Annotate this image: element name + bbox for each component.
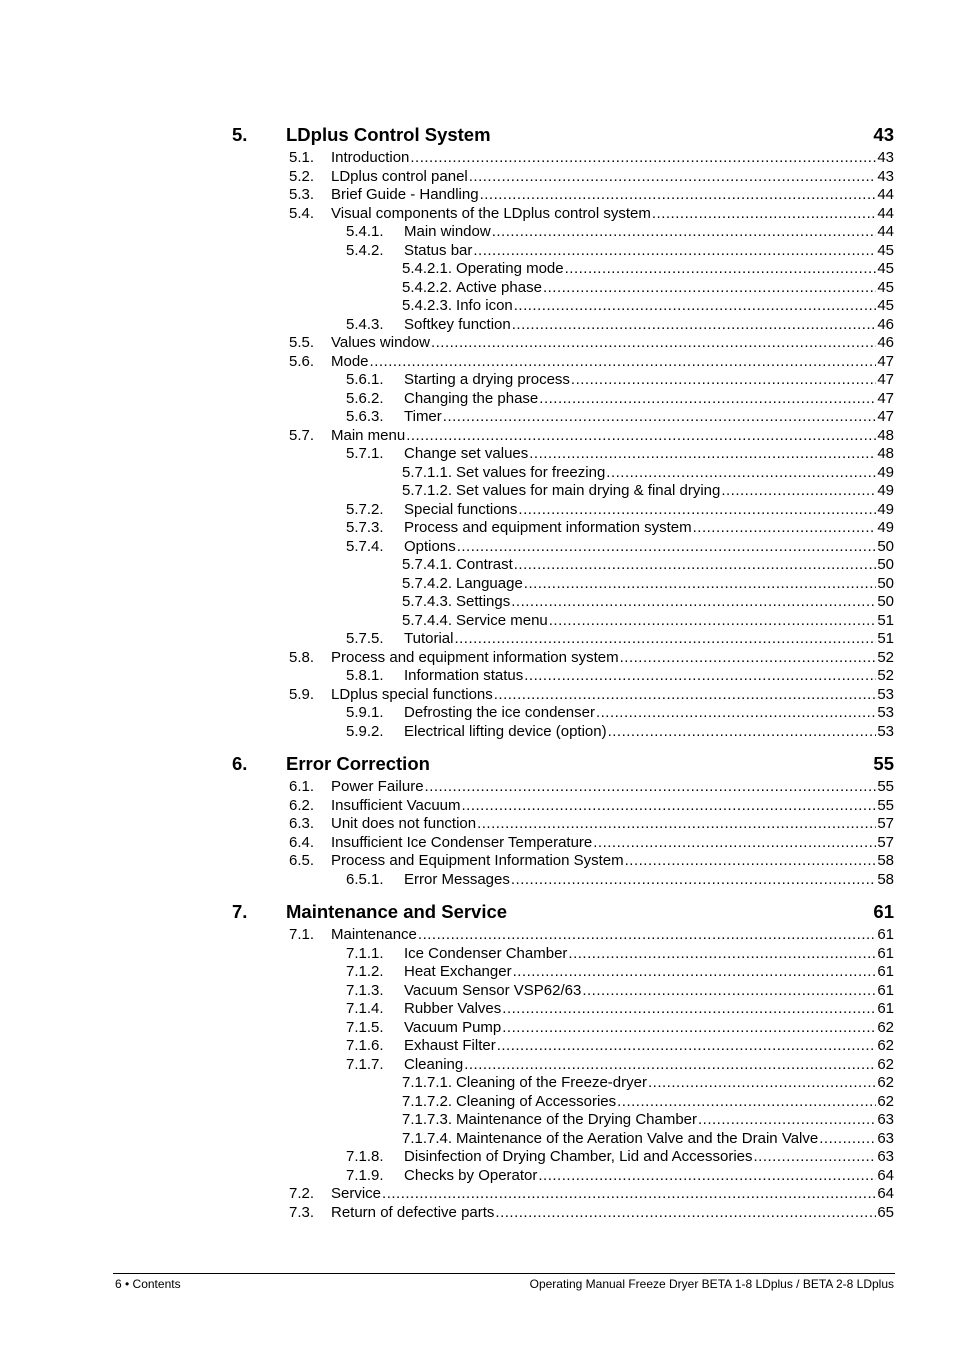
- entry-page-number: 61: [877, 963, 894, 980]
- entry-number: 7.1.9.: [346, 1166, 384, 1184]
- toc-entry[interactable]: [232, 501, 894, 520]
- entry-number: 7.1.7.3.: [402, 1111, 453, 1128]
- entry-title: Status bar: [404, 241, 473, 259]
- chapter-number: 5.: [232, 124, 248, 145]
- entry-page-number: 45: [877, 260, 894, 277]
- toc-entry[interactable]: [232, 797, 894, 816]
- entry-title: Exhaust Filter: [404, 1037, 496, 1054]
- entry-number: 5.8.1.: [346, 667, 384, 684]
- entry-number: 6.1.: [289, 778, 315, 795]
- entry-title: Insufficient Vacuum: [331, 796, 461, 814]
- entry-number: 5.9.2.: [346, 722, 384, 740]
- footer-document-title: Operating Manual Freeze Dryer BETA 1-8 LDplus / BETA 2-8 LDplus: [529, 1277, 894, 1291]
- entry-title: Unit does not function: [331, 815, 477, 832]
- entry-number: 7.2.: [289, 1185, 315, 1202]
- entry-page-number: 45: [877, 297, 894, 314]
- entry-page-number: 61: [877, 944, 894, 962]
- chapter-heading[interactable]: [232, 899, 894, 925]
- entry-page-number: 62: [877, 1037, 894, 1054]
- entry-page-number: 45: [877, 278, 894, 296]
- entry-title: Ice Condenser Chamber: [404, 944, 568, 962]
- entry-page-number: 55: [877, 778, 894, 795]
- toc-entry[interactable]: [232, 186, 894, 205]
- dot-leader: [652, 205, 876, 224]
- toc-entry[interactable]: [232, 279, 894, 298]
- entry-number: 5.1.: [289, 149, 315, 166]
- entry-title: Disinfection of Drying Chamber, Lid and Accessories: [404, 1148, 753, 1165]
- dot-leader: [477, 815, 876, 834]
- dot-leader: [571, 371, 876, 390]
- dot-leader: [593, 834, 876, 853]
- toc-entry[interactable]: [232, 1167, 894, 1186]
- chapter-title: Error Correction: [286, 753, 430, 774]
- toc-entry[interactable]: [232, 593, 894, 612]
- entry-page-number: 58: [877, 870, 894, 888]
- entry-page-number: 47: [877, 408, 894, 425]
- entry-number: 5.7.4.: [346, 537, 384, 555]
- entry-number: 5.7.5.: [346, 630, 384, 647]
- entry-number: 5.6.: [289, 352, 315, 370]
- toc-entry[interactable]: [232, 723, 894, 742]
- entry-page-number: 50: [877, 537, 894, 555]
- toc-entry[interactable]: [232, 408, 894, 427]
- toc-entry[interactable]: [232, 334, 894, 353]
- entry-number: 5.4.2.3.: [402, 297, 453, 314]
- entry-number: 5.9.: [289, 685, 315, 703]
- entry-number: 7.1.7.4.: [402, 1129, 453, 1147]
- toc-entry[interactable]: [232, 149, 894, 168]
- entry-number: 5.7.4.1.: [402, 556, 453, 573]
- dot-leader: [454, 630, 876, 649]
- entry-title: Special functions: [404, 500, 518, 518]
- entry-page-number: 50: [877, 556, 894, 573]
- entry-title: Active phase: [456, 278, 542, 296]
- entry-number: 5.4.: [289, 204, 315, 222]
- toc-entry[interactable]: [232, 1093, 894, 1112]
- entry-page-number: 53: [877, 704, 894, 721]
- dot-leader: [425, 778, 877, 797]
- chapter-title: LDplus Control System: [286, 124, 491, 145]
- toc-entry[interactable]: [232, 390, 894, 409]
- toc-entry[interactable]: [232, 556, 894, 575]
- toc-entry[interactable]: [232, 982, 894, 1001]
- toc-entry[interactable]: [232, 168, 894, 187]
- entry-number: 5.4.2.: [346, 241, 384, 259]
- footer-page-label: 6 • Contents: [115, 1277, 181, 1291]
- dot-leader: [524, 575, 877, 594]
- toc-entry[interactable]: [232, 686, 894, 705]
- entry-number: 5.7.4.4.: [402, 611, 453, 629]
- toc-entry[interactable]: [232, 704, 894, 723]
- dot-leader: [514, 556, 877, 575]
- entry-title: Vacuum Pump: [404, 1018, 502, 1036]
- toc-entry[interactable]: [232, 427, 894, 446]
- dot-leader: [443, 408, 877, 427]
- toc-entry[interactable]: [232, 1000, 894, 1019]
- chapter-number: 6.: [232, 753, 248, 774]
- entry-page-number: 51: [877, 630, 894, 647]
- entry-title: Values window: [331, 334, 430, 351]
- toc-entry[interactable]: [232, 223, 894, 242]
- toc-entry[interactable]: [232, 353, 894, 372]
- dot-leader: [596, 704, 876, 723]
- toc-entry[interactable]: [232, 371, 894, 390]
- entry-title: Information status: [404, 667, 524, 684]
- entry-page-number: 47: [877, 389, 894, 407]
- toc-entry[interactable]: [232, 1111, 894, 1130]
- entry-number: 5.7.1.2.: [402, 482, 453, 499]
- entry-page-number: 64: [877, 1185, 894, 1202]
- entry-number: 6.5.: [289, 852, 315, 869]
- toc-entry[interactable]: [232, 242, 894, 261]
- entry-page-number: 43: [877, 149, 894, 166]
- entry-number: 7.1.1.: [346, 944, 384, 962]
- entry-title: Visual components of the LDplus control system: [331, 204, 651, 222]
- entry-page-number: 46: [877, 315, 894, 333]
- dot-leader: [568, 945, 876, 964]
- entry-title: Process and equipment information system: [404, 519, 692, 536]
- dot-leader: [524, 667, 876, 686]
- entry-number: 7.1.4.: [346, 1000, 384, 1017]
- entry-title: Defrosting the ice condenser: [404, 704, 595, 721]
- dot-leader: [462, 797, 877, 816]
- toc-entry[interactable]: [232, 1056, 894, 1075]
- entry-page-number: 65: [877, 1203, 894, 1221]
- toc-entry[interactable]: [232, 482, 894, 501]
- dot-leader: [625, 852, 877, 871]
- entry-page-number: 64: [877, 1166, 894, 1184]
- entry-number: 7.1.7.: [346, 1055, 384, 1073]
- dot-leader: [721, 482, 876, 501]
- entry-page-number: 48: [877, 426, 894, 444]
- dot-leader: [410, 149, 876, 168]
- chapter-title: Maintenance and Service: [286, 901, 508, 922]
- toc-entry[interactable]: [232, 630, 894, 649]
- dot-leader: [480, 186, 877, 205]
- entry-page-number: 51: [877, 611, 894, 629]
- entry-number: 5.4.1.: [346, 223, 384, 240]
- entry-page-number: 52: [877, 648, 894, 666]
- toc-entry[interactable]: [232, 316, 894, 335]
- dot-leader: [494, 686, 877, 705]
- chapter-page-number: 43: [873, 124, 894, 145]
- entry-page-number: 49: [877, 482, 894, 499]
- dot-leader: [693, 519, 877, 538]
- toc-entry[interactable]: [232, 1074, 894, 1093]
- entry-title: Process and Equipment Information System: [331, 852, 624, 869]
- dot-leader: [502, 1000, 876, 1019]
- entry-title: Service: [331, 1185, 382, 1202]
- dot-leader: [538, 1167, 876, 1186]
- entry-number: 5.6.2.: [346, 389, 384, 407]
- entry-page-number: 58: [877, 852, 894, 869]
- entry-number: 5.4.3.: [346, 315, 384, 333]
- chapter-page-number: 55: [873, 753, 894, 774]
- entry-title: Cleaning: [404, 1055, 464, 1073]
- entry-title: Mode: [331, 352, 369, 370]
- entry-number: 5.7.1.: [346, 445, 384, 462]
- entry-number: 7.1.7.1.: [402, 1074, 453, 1091]
- entry-page-number: 62: [877, 1018, 894, 1036]
- dot-leader: [431, 334, 876, 353]
- entry-page-number: 62: [877, 1092, 894, 1110]
- toc-entry[interactable]: [232, 297, 894, 316]
- toc-entry[interactable]: [232, 1019, 894, 1038]
- toc-entry[interactable]: [232, 538, 894, 557]
- dot-leader: [565, 260, 877, 279]
- entry-title: Info icon: [456, 297, 513, 314]
- entry-page-number: 44: [877, 186, 894, 203]
- footer-rule: [113, 1273, 895, 1274]
- toc-entry[interactable]: [232, 1148, 894, 1167]
- entry-number: 5.2.: [289, 167, 315, 185]
- dot-leader: [513, 963, 877, 982]
- toc-entry[interactable]: [232, 1204, 894, 1223]
- chapter-page-number: 61: [873, 901, 894, 922]
- dot-leader: [382, 1185, 876, 1204]
- entry-title: Maintenance of the Drying Chamber: [456, 1111, 698, 1128]
- entry-number: 5.4.2.1.: [402, 260, 453, 277]
- entry-title: Return of defective parts: [331, 1203, 495, 1221]
- dot-leader: [754, 1148, 877, 1167]
- entry-number: 5.7.1.1.: [402, 463, 453, 481]
- toc-entry[interactable]: [232, 1037, 894, 1056]
- dot-leader: [606, 464, 876, 483]
- dot-leader: [370, 353, 877, 372]
- entry-page-number: 45: [877, 241, 894, 259]
- entry-page-number: 61: [877, 1000, 894, 1017]
- entry-page-number: 49: [877, 500, 894, 518]
- dot-leader: [529, 445, 876, 464]
- entry-page-number: 62: [877, 1074, 894, 1091]
- entry-number: 5.7.: [289, 426, 315, 444]
- entry-title: Insufficient Ice Condenser Temperature: [331, 833, 593, 851]
- entry-page-number: 63: [877, 1129, 894, 1147]
- entry-title: Main menu: [331, 426, 406, 444]
- entry-title: LDplus special functions: [331, 685, 493, 703]
- entry-number: 5.6.1.: [346, 371, 384, 388]
- entry-number: 6.2.: [289, 796, 315, 814]
- entry-page-number: 50: [877, 593, 894, 610]
- entry-number: 7.1.6.: [346, 1037, 384, 1054]
- entry-number: 5.9.1.: [346, 704, 384, 721]
- entry-page-number: 52: [877, 667, 894, 684]
- entry-title: Contrast: [456, 556, 513, 573]
- toc-entry[interactable]: [232, 852, 894, 871]
- toc-entry[interactable]: [232, 260, 894, 279]
- entry-page-number: 48: [877, 445, 894, 462]
- toc-entry[interactable]: [232, 612, 894, 631]
- toc-entry[interactable]: [232, 649, 894, 668]
- toc-entry[interactable]: [232, 815, 894, 834]
- entry-page-number: 63: [877, 1148, 894, 1165]
- toc-entry[interactable]: [232, 945, 894, 964]
- toc-entry[interactable]: [232, 834, 894, 853]
- entry-page-number: 43: [877, 167, 894, 185]
- entry-page-number: 44: [877, 204, 894, 222]
- entry-title: Process and equipment information system: [331, 648, 619, 666]
- entry-page-number: 61: [877, 981, 894, 999]
- entry-title: Rubber Valves: [404, 1000, 502, 1017]
- toc-entry[interactable]: [232, 871, 894, 890]
- entry-page-number: 57: [877, 833, 894, 851]
- entry-title: Settings: [456, 593, 511, 610]
- entry-title: Maintenance of the Aeration Valve and the Drain Valve: [456, 1129, 819, 1147]
- entry-title: Power Failure: [331, 778, 424, 795]
- entry-number: 7.3.: [289, 1203, 315, 1221]
- entry-title: Language: [456, 574, 523, 592]
- dot-leader: [512, 316, 877, 335]
- toc-entry[interactable]: [232, 205, 894, 224]
- entry-title: Main window: [404, 223, 491, 240]
- dot-leader: [608, 723, 877, 742]
- entry-page-number: 61: [877, 926, 894, 943]
- dot-leader: [502, 1019, 876, 1038]
- entry-title: Softkey function: [404, 315, 511, 333]
- dot-leader: [492, 223, 877, 242]
- dot-leader: [469, 168, 877, 187]
- dot-leader: [617, 1093, 876, 1112]
- entry-number: 5.5.: [289, 334, 315, 351]
- dot-leader: [518, 501, 876, 520]
- entry-number: 5.8.: [289, 648, 315, 666]
- dot-leader: [620, 649, 877, 668]
- entry-title: Timer: [404, 408, 442, 425]
- entry-page-number: 57: [877, 815, 894, 832]
- entry-page-number: 44: [877, 223, 894, 240]
- entry-page-number: 53: [877, 722, 894, 740]
- entry-number: 7.1.5.: [346, 1018, 384, 1036]
- chapter-number: 7.: [232, 901, 248, 922]
- toc-entry[interactable]: [232, 1130, 894, 1149]
- entry-title: Change set values: [404, 445, 529, 462]
- entry-number: 7.1.3.: [346, 981, 384, 999]
- dot-leader: [497, 1037, 877, 1056]
- toc-entry[interactable]: [232, 778, 894, 797]
- dot-leader: [511, 871, 876, 890]
- dot-leader: [473, 242, 876, 261]
- entry-page-number: 53: [877, 685, 894, 703]
- entry-page-number: 49: [877, 519, 894, 536]
- dot-leader: [648, 1074, 876, 1093]
- dot-leader: [549, 612, 877, 631]
- entry-title: Brief Guide - Handling: [331, 186, 479, 203]
- entry-title: Options: [404, 537, 456, 555]
- entry-page-number: 55: [877, 796, 894, 814]
- table-of-contents: [232, 122, 894, 1222]
- entry-number: 5.7.3.: [346, 519, 384, 536]
- entry-title: Cleaning of Accessories: [456, 1092, 617, 1110]
- entry-title: Set values for main drying & final drying: [456, 482, 721, 499]
- entry-number: 7.1.2.: [346, 963, 384, 980]
- dot-leader: [464, 1056, 876, 1075]
- entry-title: Introduction: [331, 149, 410, 166]
- entry-title: Cleaning of the Freeze-dryer: [456, 1074, 647, 1091]
- entry-page-number: 46: [877, 334, 894, 351]
- dot-leader: [543, 279, 876, 298]
- dot-leader: [418, 926, 876, 945]
- entry-title: Vacuum Sensor VSP62/63: [404, 981, 582, 999]
- entry-title: Checks by Operator: [404, 1166, 538, 1184]
- dot-leader: [514, 297, 877, 316]
- entry-title: Starting a drying process: [404, 371, 570, 388]
- entry-number: 7.1.8.: [346, 1148, 384, 1165]
- entry-number: 7.1.7.2.: [402, 1092, 453, 1110]
- entry-title: Service menu: [456, 611, 548, 629]
- dot-leader: [819, 1130, 876, 1149]
- entry-number: 6.5.1.: [346, 870, 384, 888]
- toc-entry[interactable]: [232, 926, 894, 945]
- entry-page-number: 49: [877, 463, 894, 481]
- entry-number: 5.3.: [289, 186, 315, 203]
- entry-page-number: 50: [877, 574, 894, 592]
- toc-entry[interactable]: [232, 575, 894, 594]
- toc-entry[interactable]: [232, 519, 894, 538]
- entry-title: Changing the phase: [404, 389, 539, 407]
- chapter-heading[interactable]: [232, 751, 894, 777]
- toc-entry[interactable]: [232, 1185, 894, 1204]
- entry-number: 5.6.3.: [346, 408, 384, 425]
- entry-number: 5.7.4.3.: [402, 593, 453, 610]
- entry-title: Operating mode: [456, 260, 564, 277]
- entry-title: Set values for freezing: [456, 463, 606, 481]
- entry-page-number: 47: [877, 371, 894, 388]
- dot-leader: [511, 593, 876, 612]
- entry-number: 6.4.: [289, 833, 315, 851]
- entry-title: Maintenance: [331, 926, 417, 943]
- toc-entry[interactable]: [232, 464, 894, 483]
- entry-number: 5.7.2.: [346, 500, 384, 518]
- toc-entry[interactable]: [232, 445, 894, 464]
- dot-leader: [406, 427, 876, 446]
- entry-title: LDplus control panel: [331, 167, 468, 185]
- dot-leader: [698, 1111, 876, 1130]
- dot-leader: [539, 390, 876, 409]
- entry-number: 7.1.: [289, 926, 315, 943]
- entry-title: Error Messages: [404, 870, 510, 888]
- entry-title: Tutorial: [404, 630, 454, 647]
- entry-page-number: 63: [877, 1111, 894, 1128]
- entry-page-number: 62: [877, 1055, 894, 1073]
- dot-leader: [457, 538, 877, 557]
- entry-title: Electrical lifting device (option): [404, 722, 607, 740]
- chapter-heading[interactable]: [232, 122, 894, 148]
- entry-number: 5.4.2.2.: [402, 278, 453, 296]
- entry-number: 6.3.: [289, 815, 315, 832]
- dot-leader: [495, 1204, 876, 1223]
- entry-title: Heat Exchanger: [404, 963, 512, 980]
- dot-leader: [582, 982, 876, 1001]
- toc-entry[interactable]: [232, 667, 894, 686]
- toc-entry[interactable]: [232, 963, 894, 982]
- entry-page-number: 47: [877, 352, 894, 370]
- entry-number: 5.7.4.2.: [402, 574, 453, 592]
